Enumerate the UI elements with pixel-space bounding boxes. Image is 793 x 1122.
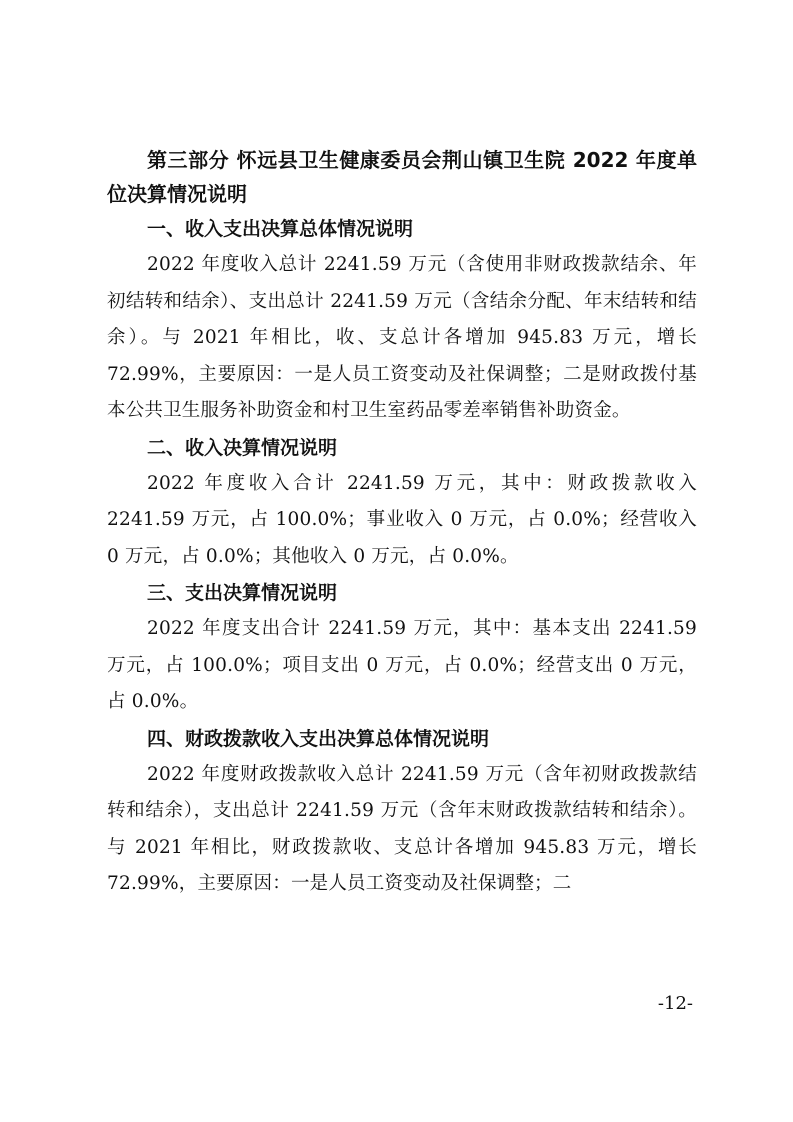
section-heading-4: 四、财政拨款收入支出决算总体情况说明 — [147, 727, 490, 750]
section-body-3: 2022 年度支出合计 2241.59 万元，其中：基本支出 2241.59 万元，占 100.0%；项目支出 0 万元，占 0.0%；经营支出 0 万元，占 0.0%。 — [107, 618, 697, 712]
section-body-1: 2022 年度收入总计 2241.59 万元（含使用非财政拨款结余、年初结转和结余）、支出总计 2241.59 万元（含结余分配、年末结转和结余）。与 2021 年相比，收、支总计各增加 945.83 万元，增长 72.99%，主要原因：一是人员工资变动及社保调整；二是财政拨付基本公共卫生服务补助资金和村卫生室药品零差率销售补助资金。 — [107, 254, 697, 421]
section-heading-2: 二、收入决算情况说明 — [147, 436, 338, 459]
section-body-2: 2022 年度收入合计 2241.59 万元，其中：财政拨款收入 2241.59 万元，占 100.0%；事业收入 0 万元，占 0.0%；经营收入 0 万元，占 0.0%；其他收入 0 万元，占 0.0%。 — [107, 472, 697, 567]
section-heading-3: 三、支出决算情况说明 — [147, 582, 338, 604]
page-number: -12- — [657, 993, 693, 1014]
document-content — [107, 143, 697, 903]
section-heading-1: 一、收入支出决算总体情况说明 — [147, 218, 414, 240]
section-body-4: 2022 年度财政拨款收入总计 2241.59 万元（含年初财政拨款结转和结余），支出总计 2241.59 万元（含年末财政拨款结转和结余）。与 2021 年相比，财政拨款收、支总计各增加 945.83 万元，增长 72.99%，主要原因：一是人员工资变动及社保调整；二 — [107, 763, 697, 894]
document-title: 第三部分 怀远县卫生健康委员会荆山镇卫生院 2022 年度单位决算情况说明 — [107, 148, 697, 206]
